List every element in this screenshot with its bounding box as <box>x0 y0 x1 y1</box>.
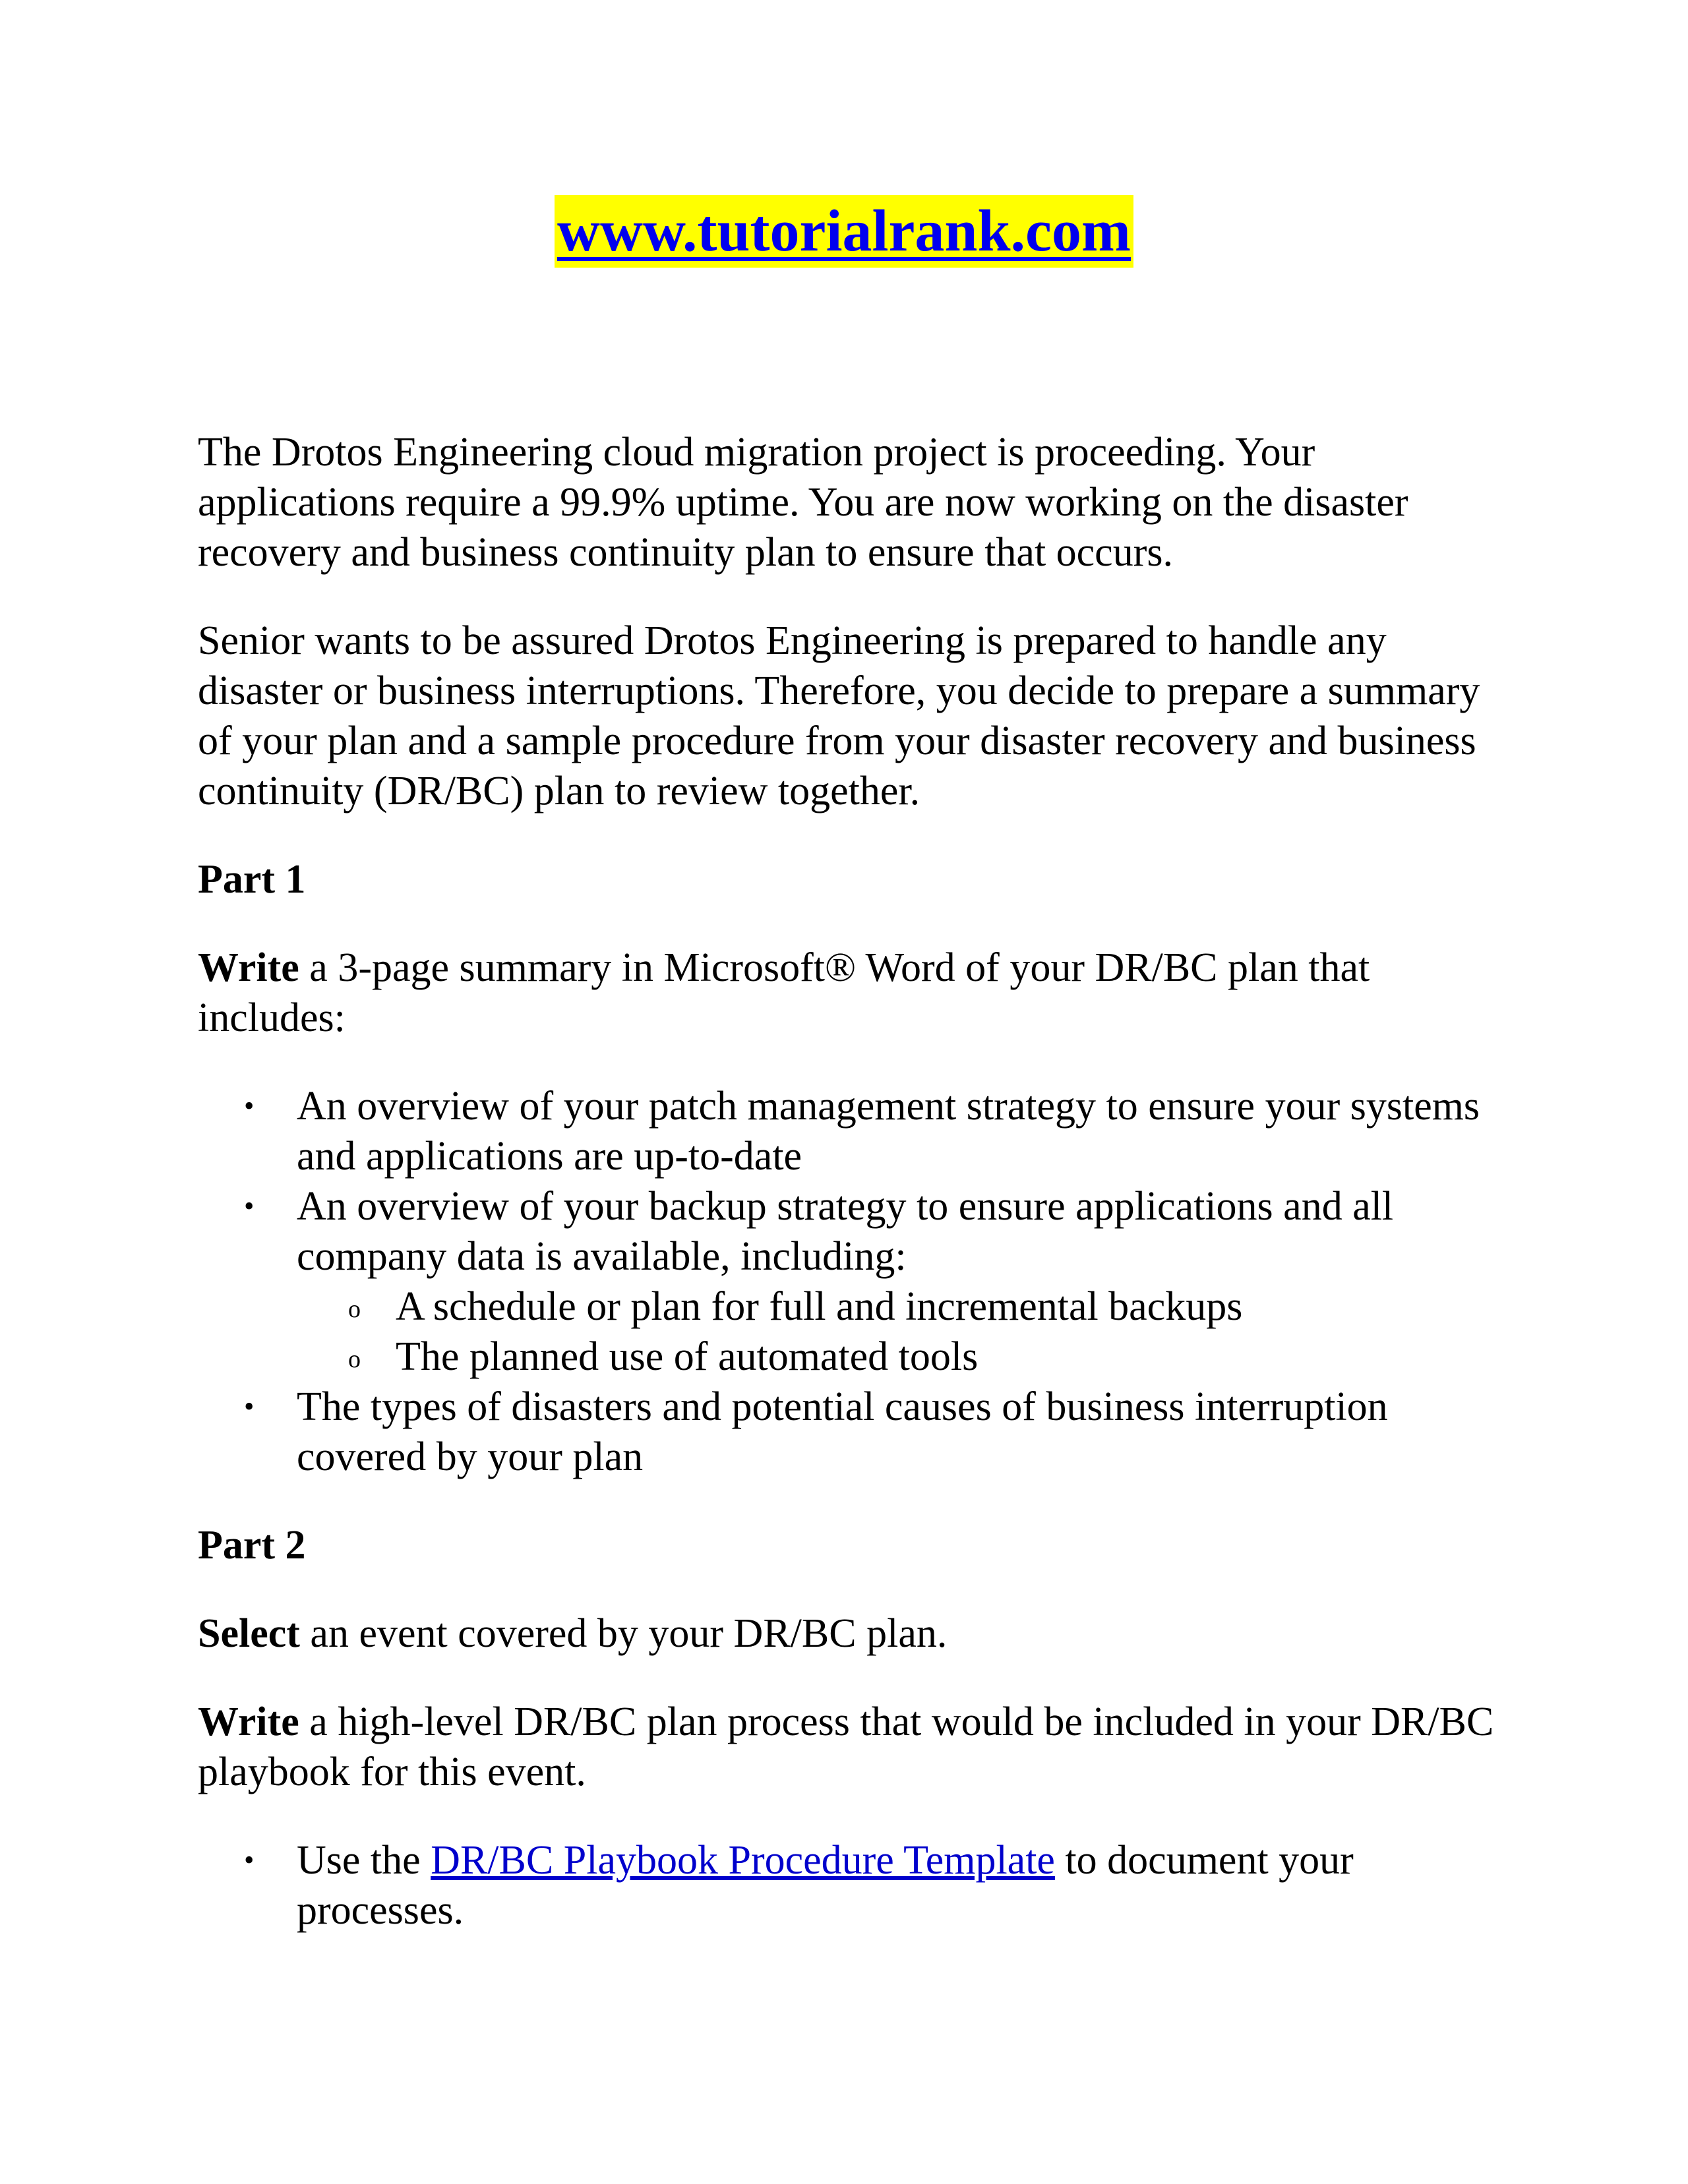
bullet-text: The types of disasters and potential causes of business interruption covered by your plan <box>297 1384 1388 1479</box>
part-1-heading: Part 1 <box>198 857 306 902</box>
bullet-text: An overview of your patch management strategy to ensure your systems and applications are up-to-date <box>297 1084 1480 1179</box>
list-item <box>198 1382 1503 1482</box>
part-2-bullet-list <box>198 1835 1503 1935</box>
part-2-write-text: a high-level DR/BC plan process that would be included in your DR/BC playbook for this event. <box>198 1699 1494 1794</box>
template-link[interactable]: DR/BC Playbook Procedure Template <box>431 1838 1055 1883</box>
part-2-select-instruction <box>198 1608 1503 1659</box>
document-body <box>198 427 1503 1974</box>
part-2-select-verb: Select <box>198 1611 300 1656</box>
list-item <box>198 1835 1503 1935</box>
part-1-instruction-text: a 3-page summary in Microsoft® Word of your DR/BC plan that includes: <box>198 945 1370 1040</box>
part-1-instruction <box>198 943 1503 1043</box>
page-header <box>0 195 1688 268</box>
part-1-verb: Write <box>198 945 299 990</box>
sub-list-item: o A schedule or plan for full and incremental backups <box>297 1282 1503 1332</box>
sub-list-item: o The planned use of automated tools <box>297 1332 1503 1382</box>
part-1-bullet-list <box>198 1081 1503 1482</box>
part-2-select-text: an event covered by your DR/BC plan. <box>299 1611 948 1656</box>
intro-paragraph-1: The Drotos Engineering cloud migration project is proceeding. Your applications require a 99.9% uptime. You are now working on the disaster recovery and business continuity plan to ensure that occurs. <box>198 430 1408 575</box>
site-link[interactable]: www.tutorialrank.com <box>555 195 1133 268</box>
bullet-text: An overview of your backup strategy to ensure applications and all company data is available, including: <box>297 1184 1394 1279</box>
list-item <box>198 1181 1503 1382</box>
intro-paragraph-2: Senior wants to be assured Drotos Engineering is prepared to handle any disaster or business interruptions. Therefore, you decide to prepare a summary of your plan and a sample procedure from your disaster recovery and business continuity (DR/BC) plan to review together. <box>198 618 1480 813</box>
list-item <box>198 1081 1503 1181</box>
bullet-text-pre: Use the <box>297 1838 431 1883</box>
part-2-write-verb: Write <box>198 1699 299 1744</box>
part-2-heading: Part 2 <box>198 1523 306 1568</box>
part-2-write-instruction <box>198 1697 1503 1797</box>
bullet-text-post: to document your processes. <box>297 1838 1354 1933</box>
backup-sub-list <box>297 1282 1503 1382</box>
